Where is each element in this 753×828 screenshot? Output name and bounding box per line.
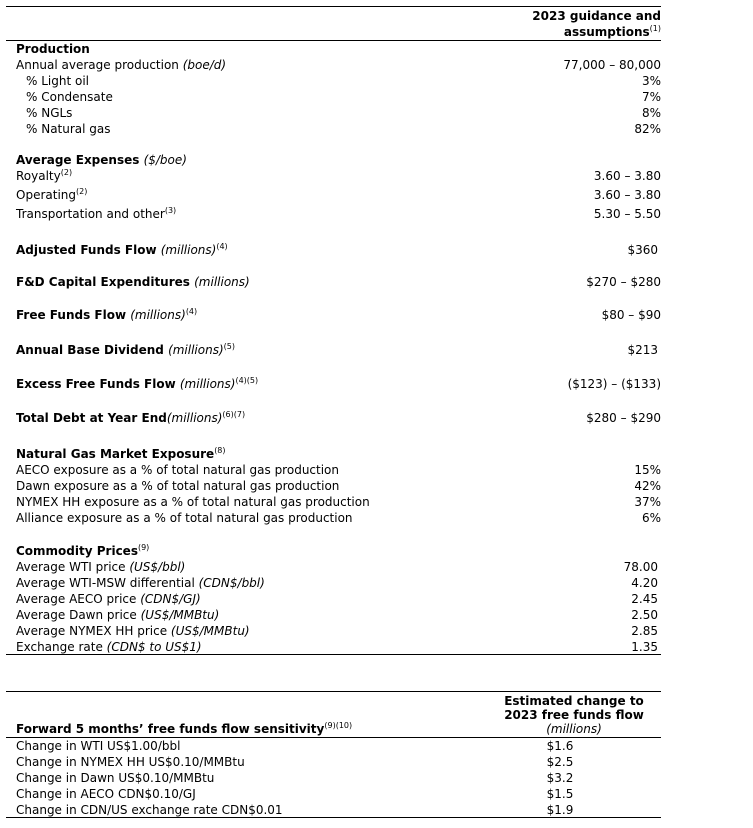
section-title-gas-exposure: Natural Gas Market Exposure$^{(8)}$ bbox=[16, 446, 226, 461]
table-row: Alliance exposure as a % of total natural gas production 6% bbox=[16, 511, 661, 525]
table-row: Operating$^{(2)}$ 3.60 – 3.80 bbox=[16, 187, 661, 202]
table-row: Dawn exposure as a % of total natural gas production 42% bbox=[16, 479, 661, 493]
table-row: % Natural gas 82% bbox=[26, 122, 661, 136]
table-row: Average WTI-MSW differential (CDN$/bbl) 4.20 bbox=[16, 576, 658, 590]
header-line-2: 2023 free funds flow bbox=[504, 708, 644, 722]
table-bottom-rule bbox=[6, 817, 661, 818]
table-row-adjusted-funds-flow: Adjusted Funds Flow (millions)$^{(4)}$ $360 bbox=[16, 242, 658, 257]
table-row-free-funds-flow: Free Funds Flow (millions)$^{(4)}$ $80 – $90 bbox=[16, 307, 661, 322]
table-row: % Condensate 7% bbox=[26, 90, 661, 104]
header-unit: (millions) bbox=[546, 722, 602, 736]
table-row-excess-free-funds-flow: Excess Free Funds Flow (millions)$^{(4)(5)}$ ($123) – ($133) bbox=[16, 376, 661, 391]
guidance-column-header bbox=[532, 8, 661, 40]
table-row: Annual average production (boe/d) 77,000 – 80,000 bbox=[16, 58, 661, 72]
header-line-2: assumptions bbox=[563, 25, 650, 39]
header-line-1: 2023 guidance and bbox=[532, 9, 661, 23]
sensitivity-title: Forward 5 months’ free funds flow sensitivity$^{(9)(10)}$ bbox=[16, 721, 353, 736]
table-bottom-rule bbox=[6, 654, 661, 655]
table-top-rule bbox=[6, 6, 661, 7]
table-row-capital-expenditures: F&D Capital Expenditures (millions) $270 – $280 bbox=[16, 275, 661, 289]
table-row: Change in CDN/US exchange rate CDN$0.01 $1.9 bbox=[16, 803, 574, 817]
table-row: Royalty$^{(2)}$ 3.60 – 3.80 bbox=[16, 168, 661, 183]
table-row: Change in AECO CDN$0.10/GJ $1.5 bbox=[16, 787, 574, 801]
section-title-commodity-prices: Commodity Prices$^{(9)}$ bbox=[16, 543, 150, 558]
table-row: NYMEX HH exposure as a % of total natural gas production 37% bbox=[16, 495, 661, 509]
table-row: Change in WTI US$1.00/bbl $1.6 bbox=[16, 739, 574, 753]
table-row: Change in NYMEX HH US$0.10/MMBtu $2.5 bbox=[16, 755, 574, 769]
table-row: Average AECO price (CDN$/GJ) 2.45 bbox=[16, 592, 658, 606]
table-row: Average NYMEX HH price (US$/MMBtu) 2.85 bbox=[16, 624, 658, 638]
table-row-total-debt: Total Debt at Year End(millions)$^{(6)(7)}$ $280 – $290 bbox=[16, 410, 661, 425]
table-row: Average WTI price (US$/bbl) 78.00 bbox=[16, 560, 658, 574]
section-title-production: Production bbox=[16, 42, 90, 56]
table-row: Exchange rate (CDN$ to US$1) 1.35 bbox=[16, 640, 658, 654]
footnote-ref: (1) bbox=[649, 24, 661, 33]
section-title-expenses: Average Expenses ($/boe) bbox=[16, 153, 187, 167]
table-row: Average Dawn price (US$/MMBtu) 2.50 bbox=[16, 608, 658, 622]
table-top-rule bbox=[6, 691, 661, 692]
table-row-base-dividend: Annual Base Dividend (millions)$^{(5)}$ $213 bbox=[16, 342, 658, 357]
header-line-1: Estimated change to bbox=[504, 694, 644, 708]
table-row: % NGLs 8% bbox=[26, 106, 661, 120]
table-row: Change in Dawn US$0.10/MMBtu $3.2 bbox=[16, 771, 574, 785]
table-row: AECO exposure as a % of total natural gas production 15% bbox=[16, 463, 661, 477]
table-row: Transportation and other$^{(3)}$ 5.30 – 5.50 bbox=[16, 206, 661, 221]
table-row: % Light oil 3% bbox=[26, 74, 661, 88]
